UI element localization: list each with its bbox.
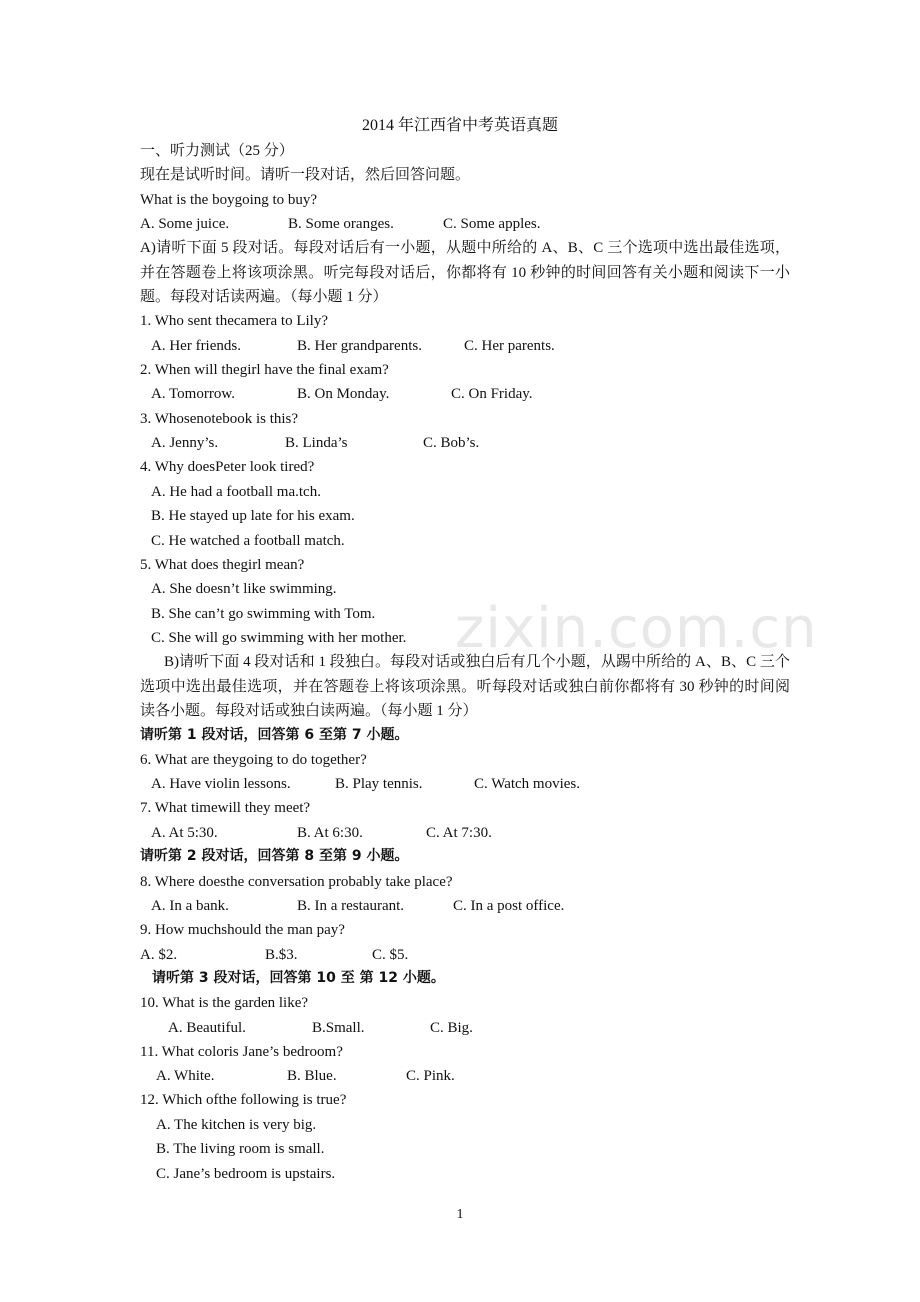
trial-question: What is the boygoing to buy?	[140, 192, 318, 208]
question-12-option-a: A. The kitchen is very big.	[156, 1117, 317, 1133]
question-1-options	[151, 336, 555, 356]
question-9: 9. How muchshould the man pay?	[140, 922, 345, 938]
part-b-instructions: B)请听下面 4 段对话和 1 段独白。每段对话或独白后有几个小题，从踢中所给的 A、B、C 三个选项中选出最佳选项，并在答题卷上将该项涂黑。听每段对话或独白前你都将有 30 秒钟的时间阅读各小题。每段对话或独白读两遍。（每小题 1 分）	[140, 654, 790, 719]
question-11-options	[156, 1066, 455, 1086]
question-7-options	[151, 823, 492, 843]
option-b: B. Blue.	[287, 1068, 337, 1084]
question-11: 11. What coloris Jane’s bedroom?	[140, 1044, 343, 1060]
option-c: C. Bob’s.	[423, 435, 480, 451]
trial-intro: 现在是试听时间。请听一段对话，然后回答问题。	[140, 167, 471, 183]
option-b: B. Linda’s	[285, 435, 348, 451]
option-b: B.$3.	[265, 947, 298, 963]
section-heading-listening: 一、听力测试（25 分）	[140, 143, 294, 159]
option-a: A. $2.	[140, 947, 178, 963]
option-b: B. Some oranges.	[288, 216, 394, 232]
question-5-option-a: A. She doesn’t like swimming.	[151, 581, 337, 597]
question-3-options	[151, 433, 479, 453]
dialog-3-heading: 请听第 3 段对话，回答第 10 至 第 12 小题。	[152, 970, 445, 986]
dialog-1-heading: 请听第 1 段对话，回答第 6 至第 7 小题。	[140, 727, 409, 743]
question-5-option-b: B. She can’t go swimming with Tom.	[151, 606, 376, 622]
question-12: 12. Which ofthe following is true?	[140, 1092, 347, 1108]
option-b: B. Her grandparents.	[297, 338, 422, 354]
question-8: 8. Where doesthe conversation probably take place?	[140, 874, 453, 890]
trial-options	[140, 214, 541, 234]
document-title: 2014 年江西省中考英语真题	[361, 117, 558, 134]
question-6: 6. What are theygoing to do together?	[140, 752, 367, 768]
question-3: 3. Whosenotebook is this?	[140, 411, 299, 427]
question-2: 2. When will thegirl have the final exam?	[140, 362, 389, 378]
part-a-instructions: A)请听下面 5 段对话。每段对话后有一小题，从题中所给的 A、B、C 三个选项中选出最佳选项，并在答题卷上将该项涂黑。听完每段对话后，你都将有 10 秒钟的时间回答有关小题和阅读下一小题。每段对话读两遍。（每小题 1 分）	[140, 240, 790, 305]
page-number: 1	[456, 1207, 464, 1222]
question-1: 1. Who sent thecamera to Lily?	[140, 313, 328, 329]
option-a: A. Some juice.	[140, 216, 230, 232]
question-10-options	[168, 1018, 473, 1038]
question-12-option-c: C. Jane’s bedroom is upstairs.	[156, 1166, 336, 1182]
option-c: C. Pink.	[406, 1068, 455, 1084]
question-4: 4. Why doesPeter look tired?	[140, 459, 315, 475]
option-a: A. At 5:30.	[151, 825, 218, 841]
question-5: 5. What does thegirl mean?	[140, 557, 305, 573]
option-a: A. Her friends.	[151, 338, 241, 354]
dialog-2-heading: 请听第 2 段对话，回答第 8 至第 9 小题。	[140, 848, 409, 864]
question-8-options	[151, 896, 564, 916]
option-b: B. Play tennis.	[335, 776, 423, 792]
watermark: zixin.com.cn	[455, 596, 818, 661]
option-a: A. White.	[156, 1068, 215, 1084]
option-c: C. Big.	[430, 1020, 473, 1036]
question-7: 7. What timewill they meet?	[140, 800, 311, 816]
option-a: A. In a bank.	[151, 898, 229, 914]
question-4-option-c: C. He watched a football match.	[151, 533, 345, 549]
option-a: A. Beautiful.	[168, 1020, 246, 1036]
option-b: B.Small.	[312, 1020, 365, 1036]
question-12-option-b: B. The living room is small.	[156, 1141, 325, 1157]
option-c: C. On Friday.	[451, 386, 533, 402]
question-5-option-c: C. She will go swimming with her mother.	[151, 630, 407, 646]
option-b: B. On Monday.	[297, 386, 390, 402]
option-c: C. Her parents.	[464, 338, 555, 354]
question-4-option-b: B. He stayed up late for his exam.	[151, 508, 355, 524]
option-b: B. In a restaurant.	[297, 898, 405, 914]
question-4-option-a: A. He had a football ma.tch.	[151, 484, 321, 500]
option-a: A. Have violin lessons.	[151, 776, 291, 792]
question-2-options	[151, 384, 533, 404]
option-a: A. Jenny’s.	[151, 435, 219, 451]
option-a: A. Tomorrow.	[151, 386, 235, 402]
option-c: C. At 7:30.	[426, 825, 492, 841]
option-c: C. $5.	[372, 947, 409, 963]
question-9-options	[140, 945, 408, 965]
option-c: C. Some apples.	[443, 216, 541, 232]
question-10: 10. What is the garden like?	[140, 995, 309, 1011]
option-b: B. At 6:30.	[297, 825, 363, 841]
option-c: C. In a post office.	[453, 898, 565, 914]
option-c: C. Watch movies.	[474, 776, 581, 792]
question-6-options	[151, 774, 580, 794]
